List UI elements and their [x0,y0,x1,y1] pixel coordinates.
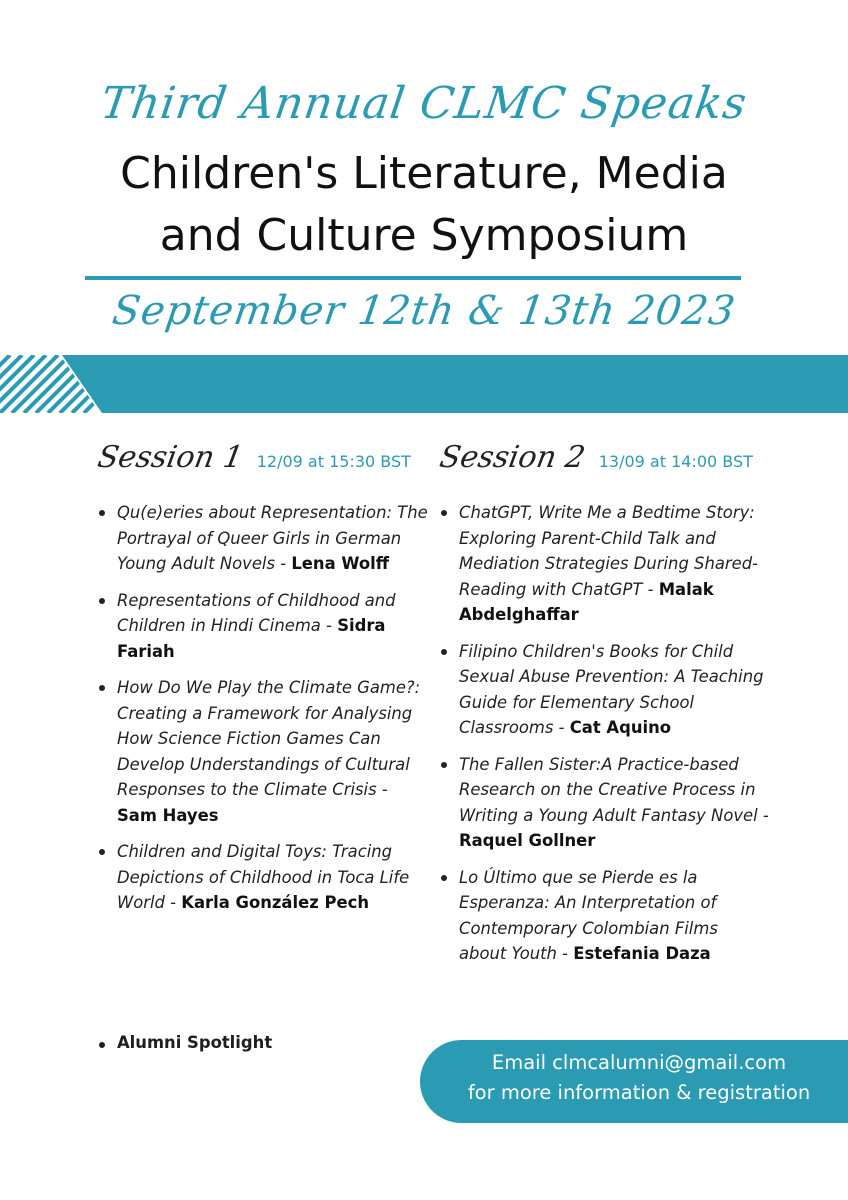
tagline: Third Annual CLMC Speaks [97,78,751,129]
list-item [98,588,428,665]
session-1-time: 12/09 at 15:30 BST [256,452,411,471]
list-item [98,500,428,577]
session-1-label: Session 1 [94,440,246,475]
talk-author: Estefania Daza [573,944,711,963]
alumni-spotlight-item: Alumni Spotlight [98,1033,272,1052]
talk-author: Cat Aquino [569,718,672,737]
page-title-line-2: and Culture Symposium [159,210,689,261]
separator: - [553,718,570,737]
separator: - [376,780,388,799]
session-2-talk-list [440,500,770,978]
list-item [98,675,428,828]
session-2-time: 13/09 at 14:00 BST [598,452,753,471]
page-title-line-1: Children's Literature, Media [120,148,728,199]
session-1-header [94,440,411,475]
talk-title: Children and Digital Toys: Tracing Depictions of Childhood in Toca Life World [117,842,410,912]
separator: - [556,944,574,963]
session-1-talk-list [98,500,428,927]
decorative-band [0,355,848,413]
session-2-header [436,440,753,475]
talk-title: ChatGPT, Write Me a Bedtime Story: Exploring Parent-Child Talk and Mediation Strategies During Shared-Reading with ChatGPT [459,503,759,599]
talk-author: Malak Abdelghaffar [459,579,714,624]
event-dates: September 12th & 13th 2023 [109,288,739,334]
separator: - [757,805,769,825]
talk-author: Raquel Gollner [459,831,596,850]
talk-author: Lena Wolff [291,554,389,573]
talk-title: How Do We Play the Climate Game?: Creating a Framework for Analysing How Science Fiction Games Can Develop Understandings of Cultural Responses to the Climate Crisis [117,678,421,799]
talk-title: Lo Último que se Pierde es la Esperanza: An Interpretation of Contemporary Colombian Films about Youth [459,867,718,963]
session-2-label: Session 2 [436,440,588,475]
list-item [440,639,770,741]
contact-email[interactable]: Email clmcalumni@gmail.com [491,1051,787,1074]
separator: - [164,893,182,912]
alumni-spotlight-list [98,1033,272,1052]
talk-author: Karla González Pech [181,893,369,912]
separator: - [320,616,338,635]
title-divider [85,276,741,280]
list-item [440,500,770,628]
contact-note: for more information & registration [467,1081,811,1104]
talk-title: Representations of Childhood and Children in Hindi Cinema [117,590,396,635]
separator: - [642,579,659,599]
talk-author: Sidra Fariah [117,616,386,661]
talk-title: The Fallen Sister:A Practice-based Research on the Creative Process in Writing a Young Adult Fantasy Novel [459,754,758,825]
separator: - [275,554,292,573]
contact-banner[interactable] [420,1040,848,1123]
talk-title: Qu(e)eries about Representation: The Portrayal of Queer Girls in German Young Adult Novels [117,503,428,573]
list-item [98,839,428,916]
list-item [440,865,770,967]
band-fill [62,355,848,413]
talk-author: Sam Hayes [117,805,219,825]
list-item [440,752,770,854]
talk-title: Filipino Children's Books for Child Sexual Abuse Prevention: A Teaching Guide for Elementary School Classrooms [459,641,764,737]
